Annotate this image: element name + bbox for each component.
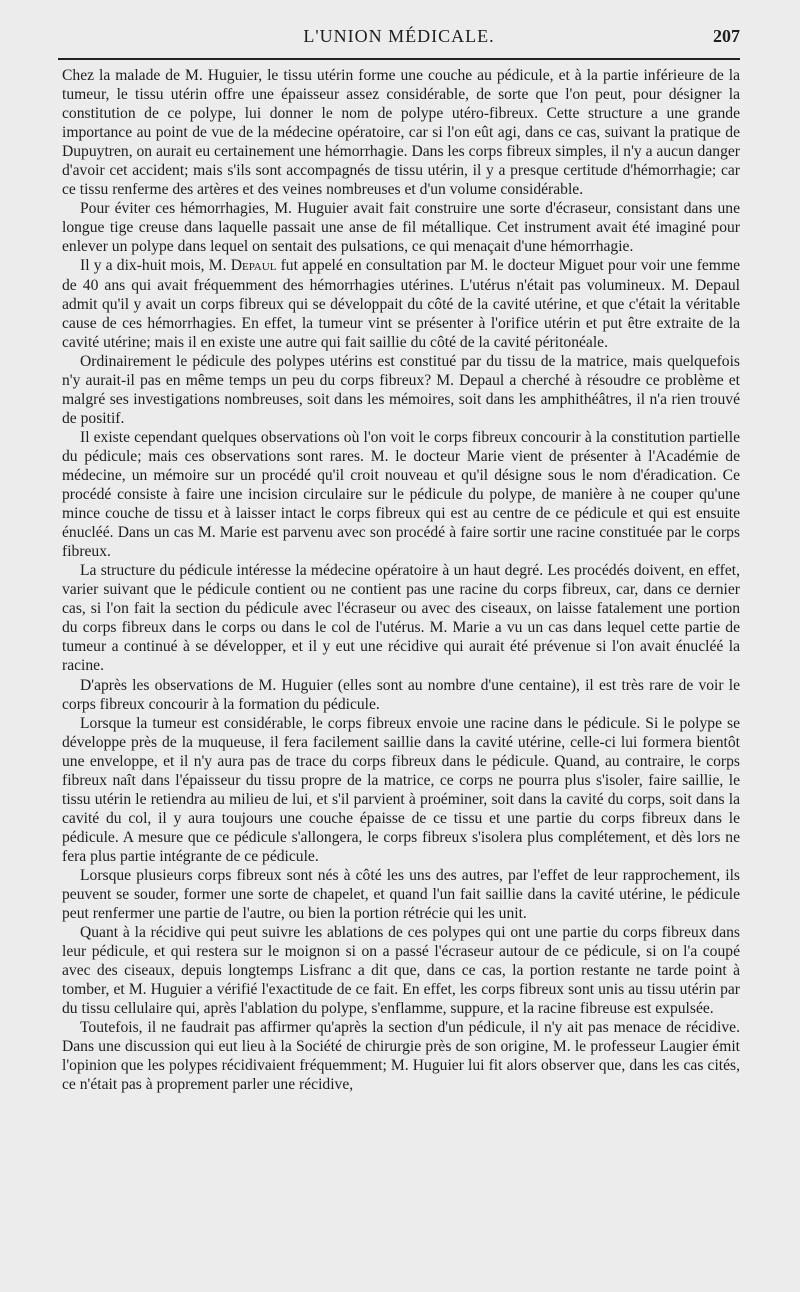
paragraph: Il existe cependant quelques observations où l'on voit le corps fibreux concourir à la constitution partielle du pédicule; mais ces observations sont rares. M. le docteur Marie vient de présenter à l'Académie de médecine, un mémoire sur un procédé qu'il croit nouveau et qu'il désigne sous le nom d'éradication. Ce procédé consiste à faire une incision circulaire sur le pédicule du polype, de manière à ne couper qu'une mince couche de tissu et à laisser intact le corps fibreux qui est au centre de ce pédicule et qui est ensuite énucléé. Dans un cas M. Marie est parvenu avec son procédé à faire sortir une racine constituée par le corps fibreux. (62, 428, 740, 561)
paragraph: Pour éviter ces hémorrhagies, M. Huguier avait fait construire une sorte d'écraseur, consistant dans une longue tige creuse dans laquelle passait une anse de fil métallique. Cet instrument avait été imaginé pour enlever un polype dans lequel on sentait des pulsations, ce qui menaçait d'une hémorrhagie. (62, 200, 740, 256)
paragraph: Quant à la récidive qui peut suivre les ablations de ces polypes qui ont une partie du corps fibreux dans leur pédicule, et qui restera sur le moignon si on a passé l'écraseur autour de ce pédicule, si on l'a coupé avec des ciseaux, depuis longtemps Lisfranc a dit que, dans ce cas, la portion restante ne tarde point à tomber, et M. Huguier a vérifié l'exactitude de ce fait. En effet, les corps fibreux sont unis au tissu utérin par du tissu cellulaire qui, après l'ablation du polype, s'enflamme, suppure, et la racine fibreuse est expulsée. (62, 924, 740, 1018)
body-text (62, 66, 740, 1095)
paragraph (62, 256, 740, 351)
paragraph-text: fut appelé en consultation par M. le docteur Miguet pour voir une femme de 40 ans qui avait fréquemment des hémorrhagies utérines. L'utérus n'était pas volumineux. M. Depaul admit qu'il y avait un corps fibreux qui se développait du côté de la cavité utérine, et que c'était la véritable cause de ces hémorrhagies. En effet, la tumeur vint se présenter à l'orifice utérin et put être extraite de la cavité utérine; mais il en existe une autre qui fait saillie du côté de la cavité péritonéale. (62, 257, 740, 351)
paragraph: Lorsque la tumeur est considérable, le corps fibreux envoie une racine dans le pédicule. Si le polype se développe près de la muqueuse, il fera facilement saillie dans la cavité utérine, celle-ci lui formera bientôt une enveloppe, et il n'y aura pas de trace du corps fibreux dans le pédicule. Quand, au contraire, le corps fibreux naît dans l'épaisseur du tissu propre de la matrice, ce corps ne pourra plus s'isoler, faire saillie, le tissu utérin le retiendra au milieu de lui, et s'il parvient à proéminer, soit dans la cavité du corps, soit dans la cavité du col, il y aura toujours une couche épaisse de ce tissu et une partie du corps fibreux dans le pédicule. A mesure que ce pédicule s'allongera, le corps fibreux s'isolera plus complétement, et dès lors ne fera plus partie intégrante de ce pédicule. (62, 714, 740, 865)
paragraph: Chez la malade de M. Huguier, le tissu utérin forme une couche au pédicule, et à la partie inférieure de la tumeur, le tissu utérin offre une épaisseur assez considérable, de sorte que l'on peut, pour désigner la constitution de ce polype, lui donner le nom de polype utéro-fibreux. Cette structure a une grande importance au point de vue de la médecine opératoire, car si l'on eût agi, dans ce cas, suivant la pratique de Dupuytren, on aurait eu certainement une hémorrhagie. Dans les corps fibreux simples, il n'y a aucun danger d'avoir cet accident; mais s'ils sont accompagnés de tissu utérin, il y a presque certitude d'hémorrhagie; car ce tissu renferme des artères et des veines nombreuses et d'un volume considérable. (62, 67, 740, 199)
author-name: Depaul (230, 257, 277, 275)
paragraph: La structure du pédicule intéresse la médecine opératoire à un haut degré. Les procédés doivent, en effet, varier suivant que le pédicule contient ou ne contient pas une racine du corps fibreux, car, dans ce dernier cas, si l'on fait la section du pédicule avec l'écraseur ou avec des ciseaux, on laisse fatalement une portion du corps fibreux dans le corps ou dans le col de l'utérus. M. Marie a vu un cas dans lequel cette partie de tumeur a continué à se développer, et il y eut une récidive qui aurait été prévenue si l'on avait énucléé la racine. (62, 562, 740, 675)
paragraph: Ordinairement le pédicule des polypes utérins est constitué par du tissu de la matrice, mais quelquefois n'y aurait-il pas en même temps un peu du corps fibreux? M. Depaul a cherché à résoudre ce problème et malgré ses investigations nombreuses, soit dans les mémoires, soit dans les amphithéâtres, il n'a rien trouvé de positif. (62, 352, 740, 427)
paragraph: D'après les observations de M. Huguier (elles sont au nombre d'une centaine), il est très rare de voir le corps fibreux concourir à la formation du pédicule. (62, 676, 740, 713)
page-number: 207 (713, 26, 740, 46)
paragraph-text: Il y a dix-huit mois, M. (80, 257, 231, 275)
paragraph: Lorsque plusieurs corps fibreux sont nés à côté les uns des autres, par l'effet de leur rapprochement, ils peuvent se souder, former une sorte de chapelet, et quand l'un fait saillie dans la cavité utérine, le pédicule peut renfermer une partie de l'autre, ou bien la portion rétrécie qui les unit. (62, 866, 740, 923)
paragraph: Toutefois, il ne faudrait pas affirmer qu'après la section d'un pédicule, il n'y ait pas menace de récidive. Dans une discussion qui eut lieu à la Société de chirurgie près de son origine, M. le professeur Laugier émit l'opinion que les polypes récidivaient fréquemment; M. Huguier lui fit alors observer que, dans les cas cités, ce n'était pas à proprement parler une récidive, (62, 1019, 740, 1094)
header-rule (58, 58, 740, 60)
running-title: L'UNION MÉDICALE. (303, 26, 495, 46)
page-header (58, 20, 740, 60)
